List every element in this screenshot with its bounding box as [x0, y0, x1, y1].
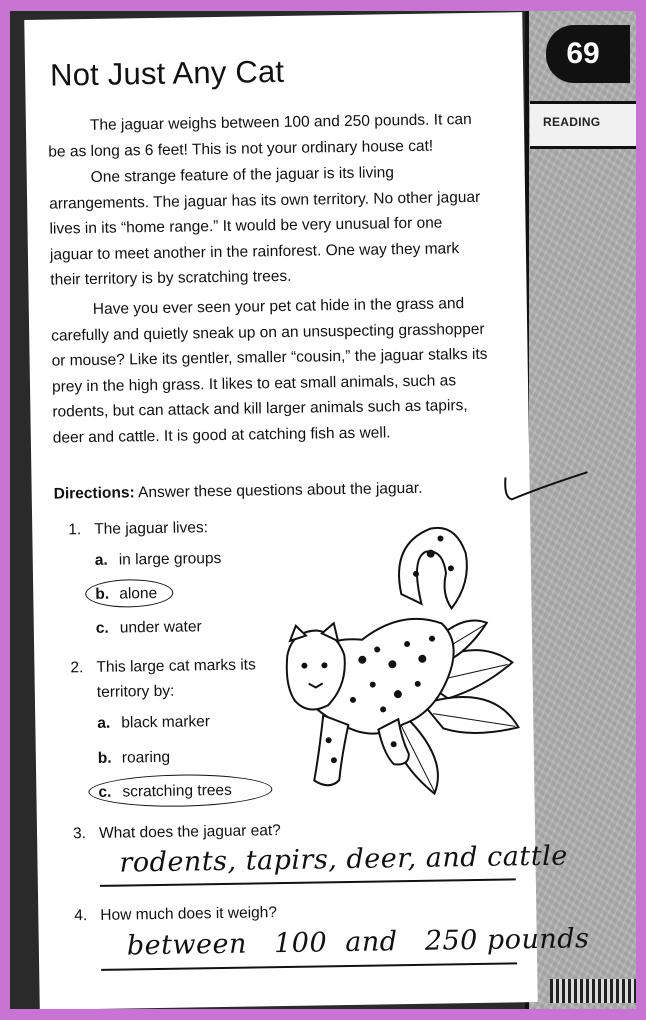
- directions-text: Answer these questions about the jaguar.: [134, 479, 423, 502]
- answer-line-4: [101, 962, 517, 970]
- option-text: under water: [119, 618, 202, 637]
- check-mark-icon: [501, 466, 592, 507]
- section-label: READING: [543, 115, 601, 129]
- question-number: 1.: [68, 521, 82, 539]
- option-text: in large groups: [118, 549, 222, 569]
- directions: [54, 480, 423, 504]
- handwritten-answer-4: between 100 and 250 pounds: [126, 923, 590, 962]
- option-text: scratching trees: [122, 781, 232, 801]
- option-letter: c.: [95, 619, 109, 637]
- option-letter: b.: [97, 749, 112, 767]
- question-3: [72, 817, 373, 843]
- bottom-texture: [550, 979, 636, 1003]
- paragraph-2: One strange feature of the jaguar is its living arrangements. The jaguar has its own territory. No other jaguar lives in its “home range.” It would be very unusual for one jaguar to meet another in the rainforest. One way they mark their territory is by scratching trees.: [49, 164, 481, 289]
- question-number: 3.: [72, 825, 87, 843]
- paragraph-1: The jaguar weighs between 100 and 250 pounds. It can be as long as 6 feet! This is not your ordinary house cat!: [48, 110, 472, 161]
- question-1: [68, 514, 288, 539]
- answer-circle-1: [85, 579, 173, 608]
- question-prompt-line-2: territory by:: [96, 682, 175, 701]
- answer-line-3: [100, 878, 516, 886]
- option-1a: [95, 550, 222, 570]
- page-number: 69: [566, 37, 600, 70]
- page-title: Not Just Any Cat: [49, 53, 285, 93]
- question-number: 2.: [70, 659, 84, 677]
- handwritten-answer-3: rodents, tapirs, deer, and cattle: [119, 840, 568, 879]
- option-2b: [98, 749, 171, 768]
- option-text: alone: [119, 584, 158, 603]
- question-number: 4.: [74, 907, 88, 925]
- answer-circle-2: [88, 773, 272, 808]
- option-letter: a.: [97, 714, 111, 732]
- option-letter: a.: [94, 551, 108, 569]
- option-2a: [97, 713, 210, 733]
- directions-label: Directions:: [53, 484, 135, 503]
- paragraph-3: Have you ever seen your pet cat hide in the grass and carefully and quietly sneak up on an unsuspecting grasshopper or mouse? Like its gentler, smaller “cousin,” the jaguar stalks its prey in the high grass. It likes to eat small animals, such as rodents, but can attack and kill larger animals such as tapirs, deer and cattle. It is good at catching fish as well.: [51, 295, 488, 447]
- option-text: roaring: [121, 748, 171, 767]
- question-4: [74, 899, 374, 925]
- option-1c: [96, 618, 202, 638]
- question-2: [70, 652, 300, 701]
- option-letter: b.: [95, 585, 110, 603]
- question-prompt: The jaguar lives:: [94, 519, 209, 538]
- question-prompt: How much does it weigh?: [100, 904, 278, 924]
- question-prompt: What does the jaguar eat?: [98, 822, 281, 842]
- question-prompt-line-1: This large cat marks its: [96, 656, 256, 676]
- option-letter: c.: [98, 783, 112, 801]
- option-text: black marker: [121, 713, 211, 732]
- scanned-page-frame: [10, 11, 636, 1009]
- jaguar-illustration: [280, 512, 525, 806]
